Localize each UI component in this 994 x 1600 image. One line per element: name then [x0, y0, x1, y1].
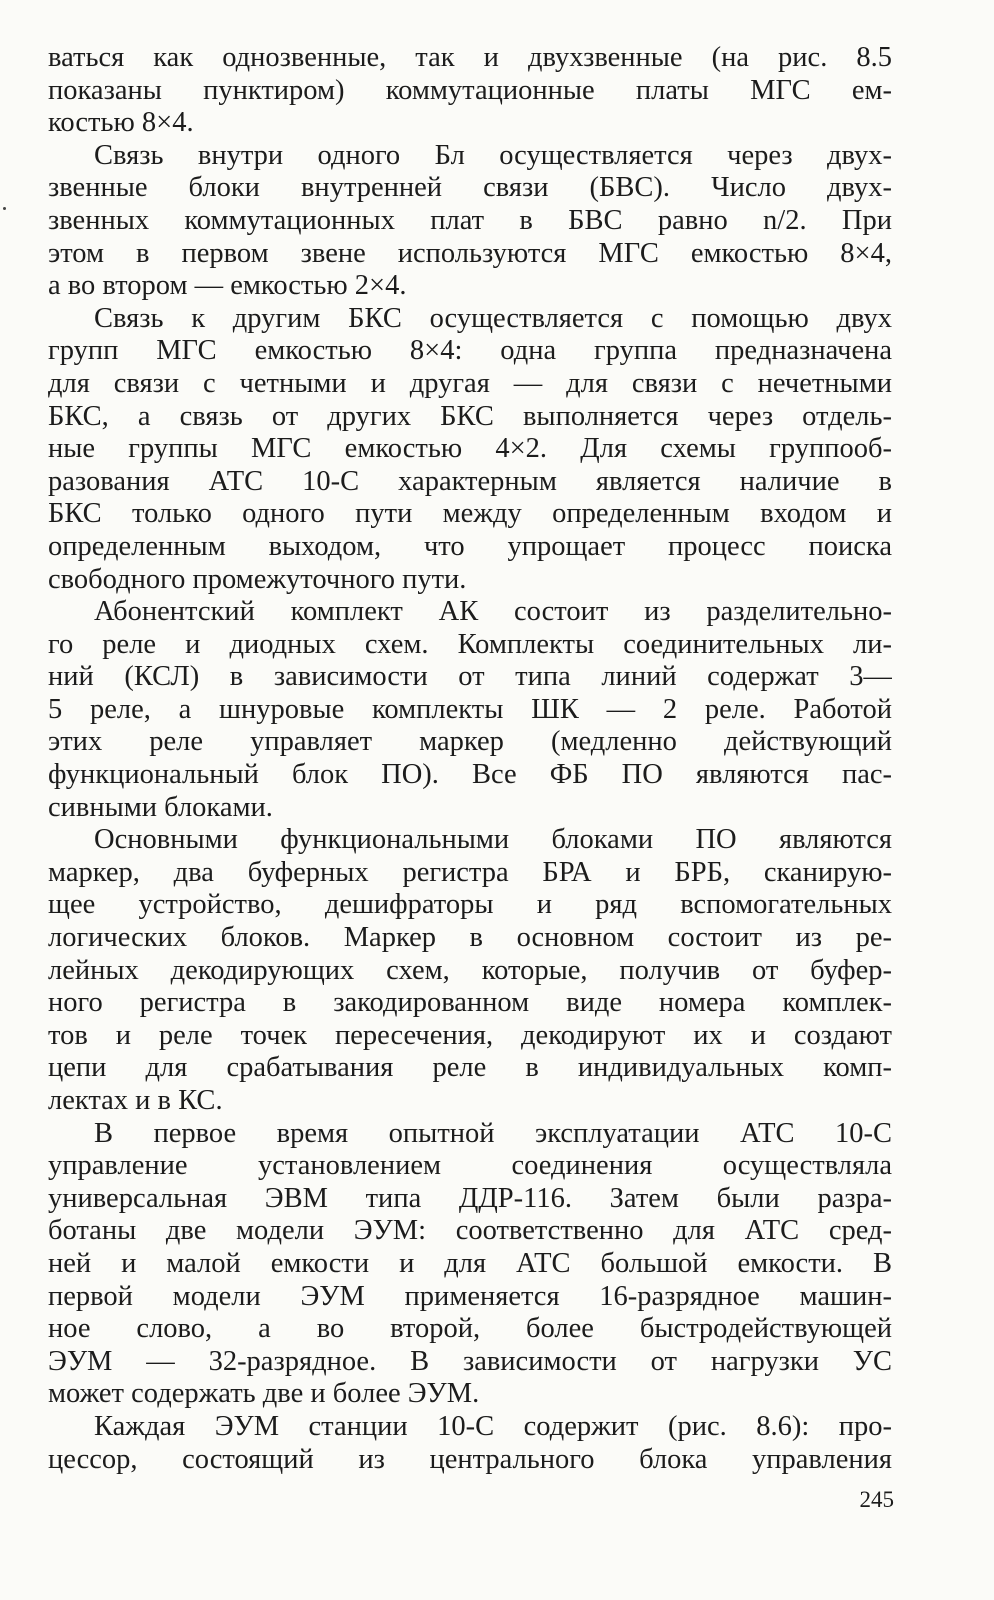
text-line-12: БКС, а связь от других БКС выполняется через отдель-	[48, 400, 892, 432]
text-line-22: этих реле управляет маркер (медленно действующий	[48, 726, 892, 758]
text-line-31: тов и реле точек пересечения, декодируют их и создают	[48, 1019, 892, 1051]
text-line-33: лектах и в КС.	[48, 1085, 223, 1116]
scan-speck	[3, 207, 6, 210]
text-line-34: В первое время опытной эксплуатации АТС 10-С	[94, 1117, 892, 1149]
text-line-8: а во втором — емкостью 2×4.	[48, 270, 407, 302]
text-line-39: первой модели ЭУМ применяется 16-разрядное машин-	[48, 1280, 892, 1312]
text-line-30: ного регистра в закодированном виде номера комплек-	[48, 987, 892, 1019]
text-line-14: разования АТС 10-С характерным является наличие в	[48, 465, 892, 497]
text-line-28: логических блоков. Маркер в основном состоит из ре-	[48, 922, 892, 954]
text-line-9: Связь к другим БКС осуществляется с помощью двух	[94, 302, 892, 334]
text-line-24: сивными блоками.	[48, 791, 273, 823]
text-line-5: звенные блоки внутренней связи (БВС). Число двух-	[48, 172, 892, 204]
text-line-36: универсальная ЭВМ типа ДДР-116. Затем были разра-	[48, 1182, 892, 1214]
text-line-2: показаны пунктиром) коммутационные платы МГС ем-	[48, 74, 892, 106]
text-line-18: Абонентский комплект АК состоит из разделительно-	[94, 596, 892, 628]
text-line-43: Каждая ЭУМ станции 10-С содержит (рис. 8.6): про-	[94, 1410, 892, 1442]
text-line-19: го реле и диодных схем. Комплекты соединительных ли-	[48, 628, 892, 660]
text-line-37: ботаны две модели ЭУМ: соответственно для АТС сред-	[48, 1215, 892, 1247]
text-line-29: лейных декодирующих схем, которые, получив от буфер-	[48, 954, 892, 986]
text-line-23: функциональный блок ПО). Все ФБ ПО являются пас-	[48, 759, 892, 791]
text-line-4: Связь внутри одного Бл осуществляется через двух-	[94, 139, 892, 171]
text-line-42: может содержать две и более ЭУМ.	[48, 1378, 480, 1410]
text-line-44: цессор, состоящий из центрального блока управления	[48, 1443, 892, 1475]
text-line-21: 5 реле, а шнуровые комплекты ШК — 2 реле. Работой	[48, 693, 892, 725]
text-line-1: ваться как однозвенные, так и двухзвенные (на рис. 8.5	[48, 42, 892, 73]
page-number: 245	[859, 1487, 894, 1512]
text-line-26: маркер, два буферных регистра БРА и БРБ, сканирую-	[48, 856, 892, 888]
text-line-10: групп МГС емкостью 8×4: одна группа предназначена	[48, 335, 892, 367]
text-line-6: звенных коммутационных плат в БВС равно n/2. При	[48, 204, 892, 236]
text-line-32: цепи для срабатывания реле в индивидуальных комп-	[48, 1052, 892, 1084]
text-line-15: БКС только одного пути между определенным входом и	[48, 498, 892, 530]
text-line-41: ЭУМ — 32-разрядное. В зависимости от нагрузки УС	[48, 1345, 892, 1377]
text-line-38: ней и малой емкости и для АТС большой емкости. В	[48, 1247, 892, 1279]
text-line-40: ное слово, а во второй, более быстродействующей	[48, 1313, 892, 1345]
text-line-3: костью 8×4.	[48, 107, 194, 139]
text-line-13: ные группы МГС емкостью 4×2. Для схемы группооб-	[48, 433, 892, 465]
text-line-27: щее устройство, дешифраторы и ряд вспомогательных	[48, 889, 892, 921]
text-line-17: свободного промежуточного пути.	[48, 563, 467, 595]
text-line-7: этом в первом звене используются МГС емкостью 8×4,	[48, 237, 892, 269]
text-line-11: для связи с четными и другая — для связи с нечетными	[48, 367, 892, 399]
text-line-16: определенным выходом, что упрощает процесс поиска	[48, 530, 892, 562]
text-line-35: управление установлением соединения осуществляла	[48, 1150, 892, 1182]
text-line-25: Основными функциональными блоками ПО являются	[94, 824, 892, 856]
text-line-20: ний (КСЛ) в зависимости от типа линий содержат 3—	[48, 661, 892, 693]
book-page-text	[48, 42, 892, 1476]
